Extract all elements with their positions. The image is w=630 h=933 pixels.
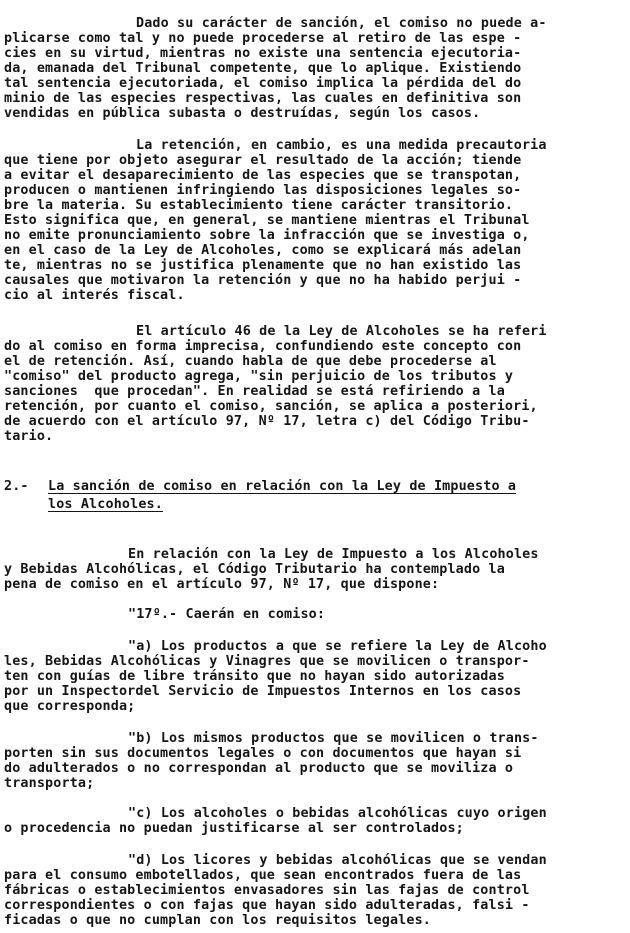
text-line: no emite pronunciamiento sobre la infracción que se investiga o, <box>4 228 530 243</box>
text-line: el de retención. Así, cuando habla de que debe procederse al <box>4 354 497 369</box>
text-line: producen o mantienen infringiendo las disposiciones legales so- <box>4 183 522 198</box>
text-line: ten con guías de libre tránsito que no hayan sido autorizadas <box>4 669 505 684</box>
text-line: bre la materia. Su establecimiento tiene carácter transitorio. <box>4 198 514 213</box>
text-line: En relación con la Ley de Impuesto a los Alcoholes <box>128 547 539 562</box>
text-line: "d) Los licores y bebidas alcohólicas que se vendan <box>128 853 547 868</box>
text-line: plicarse como tal y no puede procederse al retiro de las espe - <box>4 31 522 46</box>
text-line: a evitar el desaparecimiento de las especies que se transpotan, <box>4 168 522 183</box>
text-line: que corresponda; <box>4 699 136 714</box>
text-line: cio al interés fiscal. <box>4 288 185 303</box>
text-line: en el caso de la Ley de Alcoholes, como se explicará más adelan <box>4 243 522 258</box>
text-line: o procedencia no puedan justificarse al ser controlados; <box>4 821 464 836</box>
text-line: transporta; <box>4 776 95 791</box>
text-line: de acuerdo con el artículo 97, Nº 17, letra c) del Código Tribu- <box>4 414 530 429</box>
text-line: sanciones que procedan". En realidad se está refiriendo a la <box>4 384 505 399</box>
text-line: pena de comiso en el artículo 97, Nº 17, que dispone: <box>4 577 440 592</box>
text-line: porten sin sus documentos legales o con documentos que hayan si <box>4 746 522 761</box>
section-title-line: los Alcoholes. <box>48 497 163 512</box>
text-line: Esto significa que, en general, se mantiene mientras el Tribunal <box>4 213 530 228</box>
text-line: da, emanada del Tribunal competente, que lo aplique. Existiendo <box>4 61 522 76</box>
text-line: cies en su virtud, mientras no existe una sentencia ejecutoria- <box>4 46 522 61</box>
text-line: "a) Los productos a que se refiere la Ley de Alcoho <box>128 639 547 654</box>
text-line: tal sentencia ejecutoriada, el comiso implica la pérdida del do <box>4 76 522 91</box>
quote-intro: "17º.- Caerán en comiso: <box>128 607 326 622</box>
text-line: que tiene por objeto asegurar el resultado de la acción; tiende <box>4 153 522 168</box>
text-line: fábricas o establecimientos envasadores sin las fajas de control <box>4 883 530 898</box>
text-line: correspondientes o con fajas que hayan sido adulteradas, falsi - <box>4 898 530 913</box>
text-line: retención, por cuanto el comiso, sanción, se aplica a posteriori, <box>4 399 538 414</box>
section-title-line: La sanción de comiso en relación con la Ley de Impuesto a <box>48 479 517 494</box>
text-line: minio de las especies respectivas, las cuales en definitiva son <box>4 91 522 106</box>
text-line: "c) Los alcoholes o bebidas alcohólicas cuyo origen <box>128 806 547 821</box>
text-line: La retención, en cambio, es una medida precautoria <box>136 138 547 153</box>
text-line: vendidas en pública subasta o destruídas, según los casos. <box>4 106 481 121</box>
text-line: "comiso" del producto agrega, "sin perjuicio de los tributos y <box>4 369 514 384</box>
text-line: tario. <box>4 429 54 444</box>
text-line: El artículo 46 de la Ley de Alcoholes se ha referi <box>136 324 547 339</box>
text-line: do adulterados o no correspondan al producto que se moviliza o <box>4 761 514 776</box>
text-line: te, mientras no se justifica plenamente que no han existido las <box>4 258 522 273</box>
text-line: por un Inspectordel Servicio de Impuestos Internos en los casos <box>4 684 522 699</box>
text-line: causales que motivaron la retención y que no ha habido perjui - <box>4 273 522 288</box>
text-line: do al comiso en forma imprecisa, confundiendo este concepto con <box>4 339 522 354</box>
section-number: 2.- <box>4 479 29 494</box>
text-line: y Bebidas Alcohólicas, el Código Tributario ha contemplado la <box>4 562 505 577</box>
text-line: para el consumo embotellados, que sean encontrados fuera de las <box>4 868 522 883</box>
text-line: les, Bebidas Alcohólicas y Vinagres que se movilicen o transpor- <box>4 654 530 669</box>
text-line: Dado su carácter de sanción, el comiso no puede a- <box>136 16 547 31</box>
text-line: ficadas o que no cumplan con los requisitos legales. <box>4 913 432 928</box>
text-line: "b) Los mismos productos que se movilicen o trans- <box>128 731 539 746</box>
